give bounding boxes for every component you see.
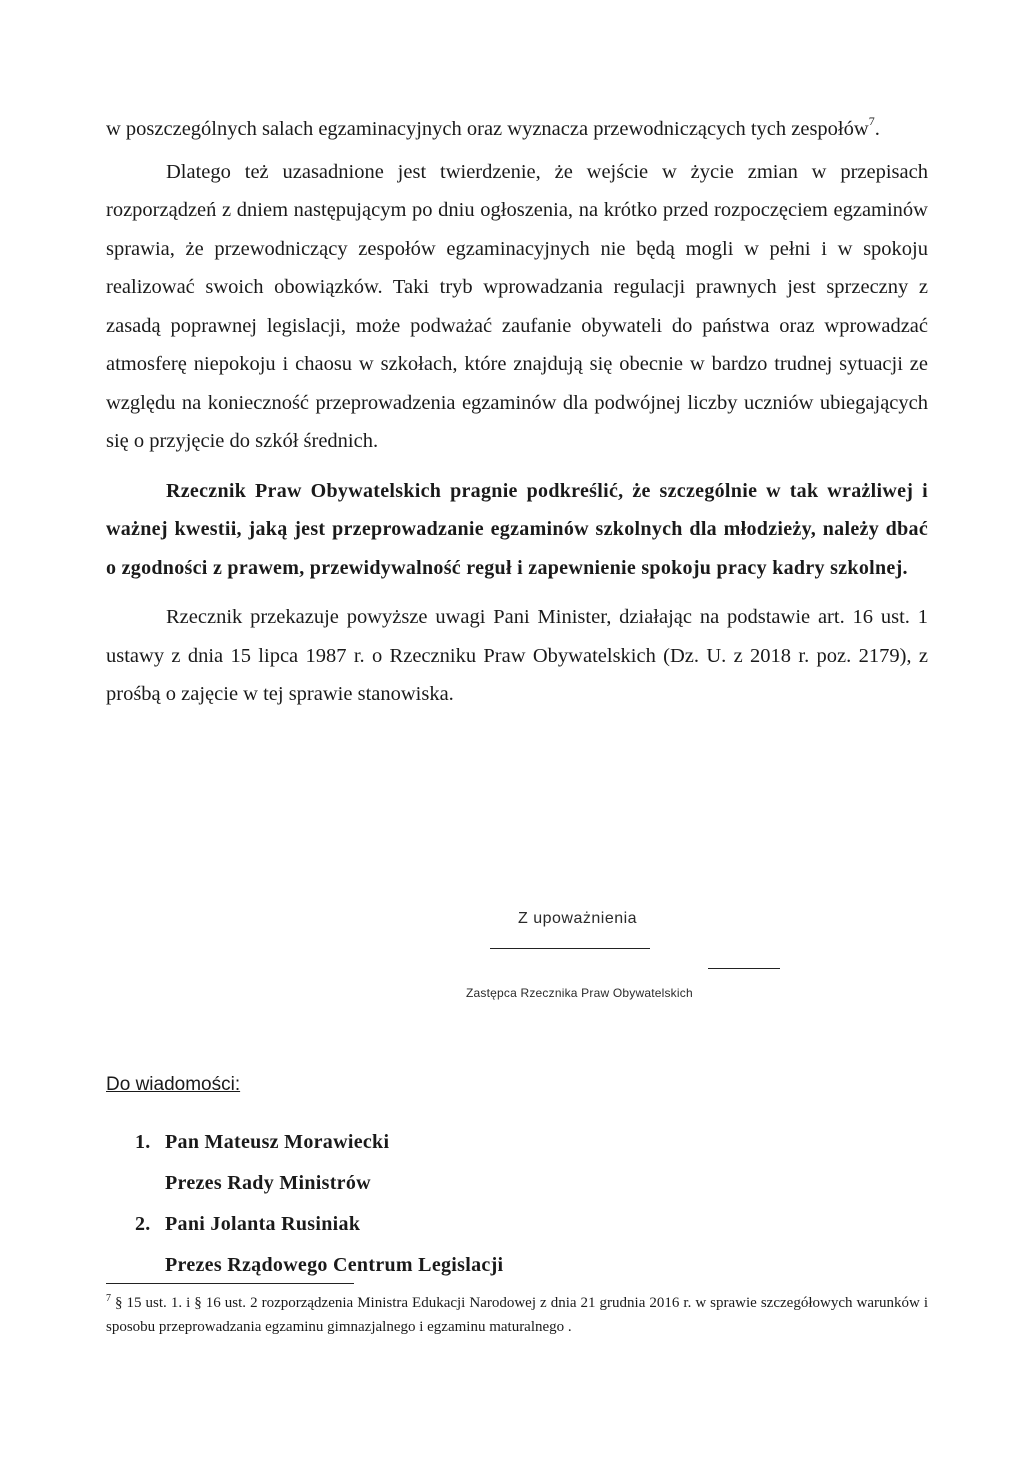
footnote-divider bbox=[106, 1283, 354, 1284]
distribution-list bbox=[106, 1070, 806, 1286]
recipient-number: 1. bbox=[135, 1131, 151, 1153]
footnote-reference: 7 bbox=[868, 114, 875, 128]
authorization-label: Z upoważnienia bbox=[518, 910, 638, 927]
footnote bbox=[106, 1291, 928, 1339]
signature-stroke bbox=[708, 968, 780, 969]
signatory-title: Zastępca Rzecznika Praw Obywatelskich bbox=[466, 986, 693, 1000]
recipient-number: 2. bbox=[135, 1213, 151, 1235]
footnote-marker: 7 bbox=[106, 1293, 111, 1304]
footnote-text: § 15 ust. 1. i § 16 ust. 2 rozporządzenia Ministra Edukacji Narodowej z dnia 21 grudnia 2016 r. w sprawie szczegółowych warunków i sposobu przeprowadzania egzaminu gimnazjalnego i egzaminu maturalnego . bbox=[106, 1295, 928, 1335]
letter-body bbox=[106, 110, 928, 714]
paragraph-legislation: Dlatego też uzasadnione jest twierdzenie, że wejście w życie zmian w przepisach rozporządzeń z dniem następującym po dniu ogłoszenia, na krótko przed rozpoczęciem egzaminów sprawia, że przewodniczący zespołów egzaminacyjnych nie będą mogli w pełni i w spokoju realizować swoich obowiązków. Taki tryb wprowadzania regulacji prawnych jest sprzeczny z zasadą poprawnej legislacji, może podważać zaufanie obywateli do państwa oraz wprowadzać atmosferę niepokoju i chaosu w szkołach, które znajdują się obecnie w bardzo trudnej sytuacji ze względu na konieczność przeprowadzenia egzaminów dla podwójnej liczby uczniów ubiegających się o przyjęcie do szkół średnich. bbox=[106, 160, 928, 452]
distribution-heading: Do wiadomości: bbox=[106, 1074, 241, 1095]
paragraph-emphasis: Rzecznik Praw Obywatelskich pragnie podkreślić, że szczególnie w tak wrażliwej i ważnej kwestii, jaką jest przeprowadzanie egzaminów szkolnych dla młodzieży, należy dbać o zgodności z prawem, przewidywalność reguł i zapewnienie spokoju pracy kadry szkolnej. bbox=[106, 479, 928, 579]
recipient-list bbox=[106, 1122, 806, 1286]
paragraph-request: Rzecznik przekazuje powyższe uwagi Pani Minister, działając na podstawie art. 16 ust. 1 ustawy z dnia 15 lipca 1987 r. o Rzeczniku Praw Obywatelskich (Dz. U. z 2018 r. poz. 2179), z prośbą o zajęcie w tej sprawie stanowiska. bbox=[106, 606, 928, 705]
recipient-name: 1. Pan Mateusz Morawiecki bbox=[106, 1122, 806, 1163]
recipient-role: Prezes Rządowego Centrum Legislacji bbox=[165, 1254, 504, 1276]
signature-line bbox=[490, 948, 650, 949]
recipient-name: 2. Pani Jolanta Rusiniak bbox=[106, 1204, 806, 1245]
recipient-role: Prezes Rady Ministrów bbox=[165, 1172, 371, 1194]
paragraph-continuation: w poszczególnych salach egzaminacyjnych oraz wyznacza przewodniczących tych zespołów$^7$. bbox=[106, 114, 880, 140]
